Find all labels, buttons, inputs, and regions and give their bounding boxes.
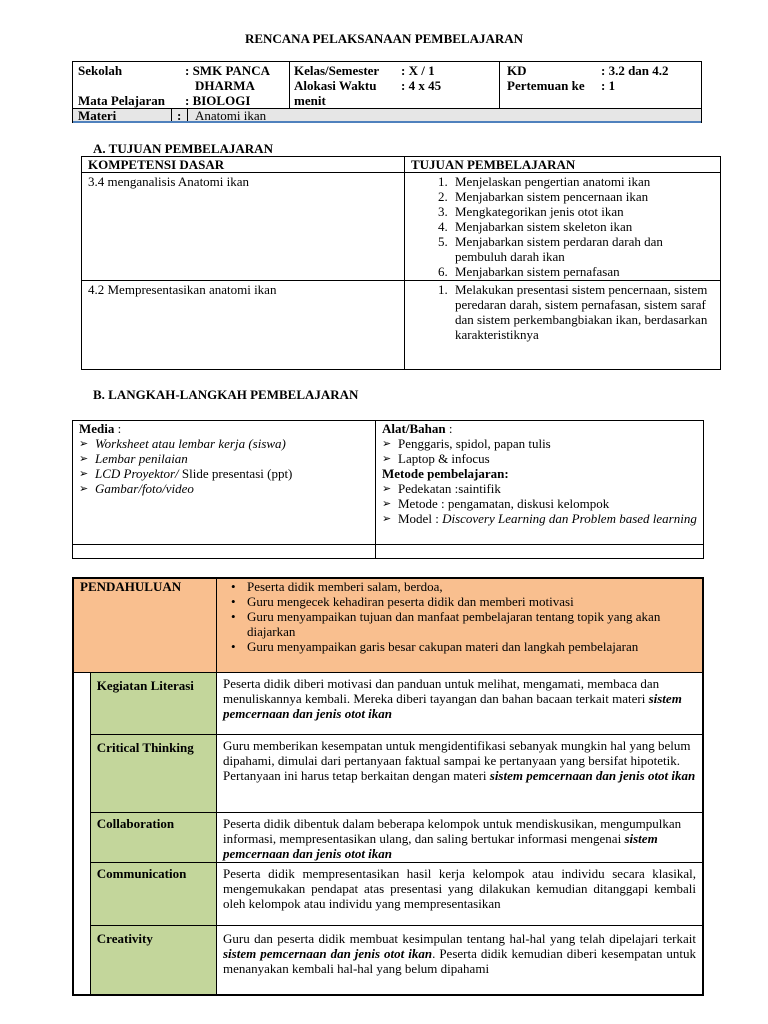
sekolah-value: : SMK PANCA xyxy=(185,63,270,78)
pertemuan-label: Pertemuan ke xyxy=(507,78,585,93)
col-tujuan-pembelajaran: TUJUAN PEMBELAJARAN xyxy=(405,157,721,173)
pendahuluan-list xyxy=(223,579,696,654)
media-colon: : xyxy=(114,421,122,436)
kd-2-objectives xyxy=(411,282,714,342)
alokasi-label: Alokasi Waktu xyxy=(294,78,377,93)
list-item: LCD Proyektor/ xyxy=(95,466,179,481)
section-b-heading: B. LANGKAH-LANGKAH PEMBELAJARAN xyxy=(93,387,359,402)
alokasi-value-2: menit xyxy=(294,93,326,108)
row-text-tail: . Peserta didik kemudian diberi kesempatan untuk menanyakan kembali hal-hal yang belum dipahami xyxy=(223,946,696,976)
page-title: RENCANA PELAKSANAAN PEMBELAJARAN xyxy=(244,31,524,46)
list-item: • Guru menyampaikan garis besar cakupan materi dan langkah pembelajaran xyxy=(247,639,696,654)
materi-underline xyxy=(73,121,701,123)
pendahuluan-label: PENDAHULUAN xyxy=(73,578,217,673)
row-emphasis: sistem pemcernaan dan jenis otot ikan xyxy=(223,946,433,961)
media-table xyxy=(72,420,704,559)
list-item: Lembar penilaian xyxy=(95,451,188,466)
list-item: 3. Mengkategorikan jenis otot ikan xyxy=(451,204,714,219)
kd-2: 4.2 Mempresentasikan anatomi ikan xyxy=(82,281,405,370)
alat-label: Alat/Bahan xyxy=(382,421,446,436)
tujuan-table xyxy=(81,156,721,370)
kegiatan-literasi-label: Kegiatan Literasi xyxy=(90,673,216,735)
row-text: Peserta didik diberi motivasi dan panduan untuk melihat, mengamati, membaca dan menuliskannya kembali. Mereka diberi tayangan dan bahan bacaan terkait materi xyxy=(223,676,660,706)
collaboration-label: Collaboration xyxy=(90,813,216,863)
list-item: 1. Menjelaskan pengertian anatomi ikan xyxy=(451,174,714,189)
list-item: • Peserta didik memberi salam, berdoa, xyxy=(247,579,696,594)
list-item: 2. Menjabarkan sistem pencernaan ikan xyxy=(451,189,714,204)
sekolah-label: Sekolah xyxy=(78,63,123,78)
kelas-label: Kelas/Semester xyxy=(294,63,380,78)
list-item: Gambar/foto/video xyxy=(95,481,194,496)
list-item: 1. Melakukan presentasi sistem pencernaan, sistem peredaran darah, sistem pernafasan, sistem saraf dan sistem perkembangbiakan ikan, berdasarkan karakteristiknya xyxy=(451,282,714,342)
creativity-text xyxy=(217,926,704,996)
row-text: Guru memberikan kesempatan untuk mengidentifikasi sebanyak mungkin hal yang belum dipahami, dimulai dari pertanyaan faktual sampai ke pertanyaan yang bersifat hipotetik. Pertanyaan ini harus tetap berkaitan dengan materi xyxy=(223,738,691,783)
section-a-heading: A. TUJUAN PEMBELAJARAN xyxy=(93,141,273,156)
model-value: Discovery Learning dan Problem based learning xyxy=(442,511,697,526)
alat-list xyxy=(382,436,697,466)
list-item: 5. Menjabarkan sistem perdaran darah dan pembuluh darah ikan xyxy=(451,234,714,264)
list-item: 4. Menjabarkan sistem skeleton ikan xyxy=(451,219,714,234)
pertemuan-value: : 1 xyxy=(601,78,616,93)
alokasi-value: : 4 x 45 xyxy=(401,78,442,93)
creativity-label: Creativity xyxy=(90,926,216,996)
critical-thinking-label: Critical Thinking xyxy=(90,735,216,813)
metode-list xyxy=(382,481,697,526)
materi-value: Anatomi ikan xyxy=(195,108,267,123)
kd-label: KD xyxy=(507,63,527,78)
list-item: Worksheet atau lembar kerja (siswa) xyxy=(95,436,286,451)
communication-label: Communication xyxy=(90,863,216,926)
kelas-value: : X / 1 xyxy=(401,63,435,78)
header-box xyxy=(72,61,702,123)
mapel-label: Mata Pelajaran xyxy=(78,93,166,108)
alat-colon: : xyxy=(445,421,453,436)
row-text: Peserta didik mempresentasikan hasil kerja kelompok atau individu secara klasikal, mengemukakan pendapat atas presentasi yang dilakukan kemudian ditanggapi kembali oleh kelompok atau individu yang mempresentasikan xyxy=(223,866,696,911)
row-text: Peserta didik dibentuk dalam beberapa kelompok untuk mendiskusikan, mengumpulkan informasi, mempresentasikan ulang, dan saling bertukar informasi mengenai xyxy=(223,816,682,846)
list-item: ➢ Laptop & infocus xyxy=(382,451,697,466)
model-label: Model : xyxy=(398,511,443,526)
materi-colon: : xyxy=(177,108,182,123)
critical-thinking-text xyxy=(217,735,704,813)
communication-text xyxy=(217,863,704,926)
kd-value: : 3.2 dan 4.2 xyxy=(601,63,669,78)
list-item: • Guru mengecek kehadiran peserta didik dan memberi motivasi xyxy=(247,594,696,609)
list-item: ➢ Penggaris, spidol, papan tulis xyxy=(382,436,697,451)
col-kompetensi-dasar: KOMPETENSI DASAR xyxy=(82,157,405,173)
kegiatan-literasi-text xyxy=(217,673,704,735)
sekolah-value-2: DHARMA xyxy=(195,78,255,93)
collaboration-text xyxy=(217,813,704,863)
list-item: 6. Menjabarkan sistem pernafasan xyxy=(451,264,714,279)
row-text: Guru dan peserta didik membuat kesimpulan tentang hal-hal yang telah dipelajari terkait xyxy=(223,931,696,946)
activities-table xyxy=(72,577,704,996)
materi-label: Materi xyxy=(78,108,117,123)
media-label: Media xyxy=(79,421,115,436)
list-item: ➢ Pedekatan :saintifik xyxy=(382,481,697,496)
row-emphasis: sistem pemcernaan dan jenis otot ikan xyxy=(489,768,696,783)
list-item-suffix: Slide presentasi (ppt) xyxy=(178,466,293,481)
list-item: • Guru menyampaikan tujuan dan manfaat pembelajaran tentang topik yang akan diajarkan xyxy=(247,609,696,639)
kd-1-objectives xyxy=(411,174,714,279)
mapel-value: : BIOLOGI xyxy=(185,93,251,108)
kd-1: 3.4 menganalisis Anatomi ikan xyxy=(82,173,405,281)
list-item: ➢ Metode : pengamatan, diskusi kelompok xyxy=(382,496,697,511)
row-emphasis: sistem pemcernaan dan jenis otot ikan xyxy=(223,831,658,861)
media-list xyxy=(79,436,369,496)
metode-label: Metode pembelajaran: xyxy=(382,466,509,481)
row-emphasis: sistem pemcernaan dan jenis otot ikan xyxy=(223,691,682,721)
